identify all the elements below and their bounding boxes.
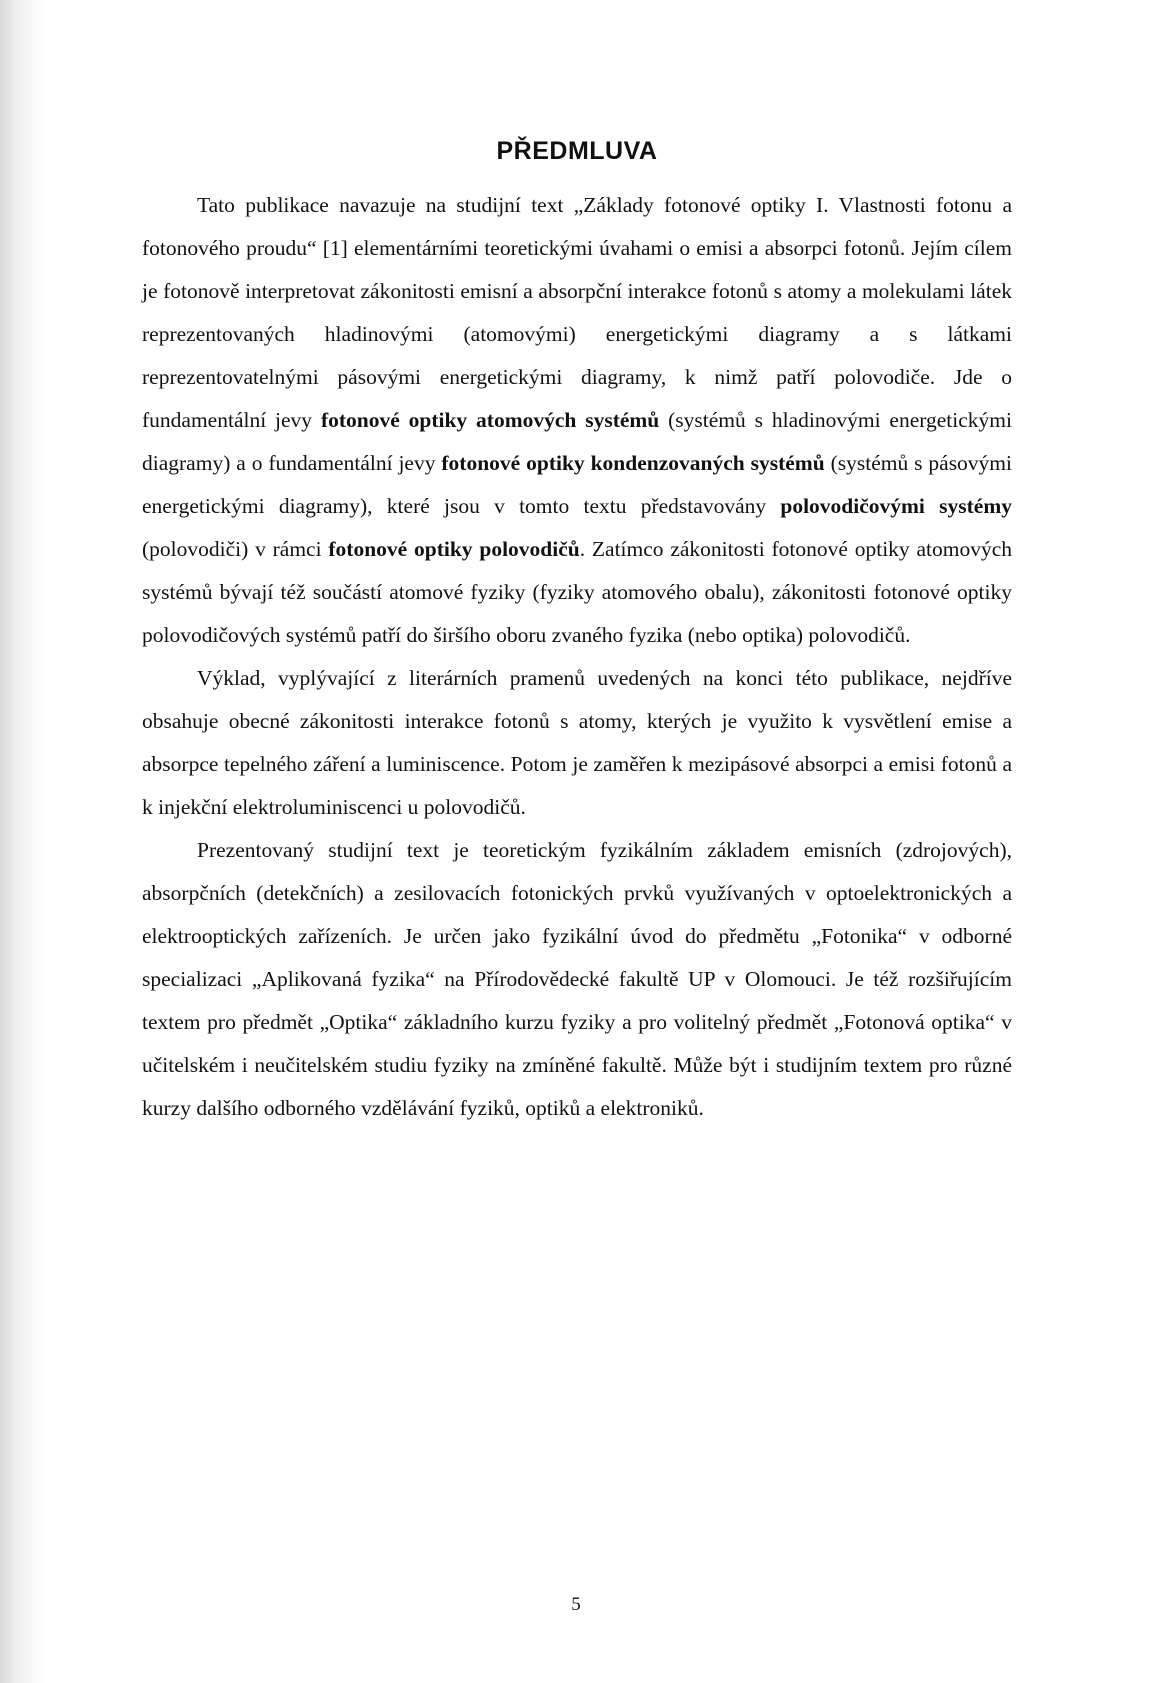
text-run: Prezentovaný studijní text je teoretickým fyzikálním základem emisních (zdrojových), absorpčních (detekčních) a zesilovacích fotonických prvků využívaných v optoelektronických a elektrooptických zařízeních. Je určen jako fyzikální úvod do předmětu „Fotonika“ v odborné specializaci „Aplikovaná fyzika“ na Přírodovědecké fakultě UP v Olomouci. Je též rozšiřujícím textem pro předmět „Optika“ základního kurzu fyziky a pro volitelný předmět „Fotonová optika“ v učitelském i neučitelském studiu fyziky na zmíněné fakultě. Může být i studijním textem pro různé kurzy dalšího odborného vzdělávání fyziků, optiků a elektroniků.	[142, 838, 1012, 1120]
emphasis-run: polovodičovými systémy	[780, 494, 1012, 518]
text-run: . Zatímco zákonitosti fotonové optiky atomových systémů bývají též součástí atomové fyziky (fyziky atomového obalu), zákonitosti fotonové optiky polovodičových systémů patří do širšího oboru zvaného fyzika (nebo optika) polovodičů.	[142, 537, 1013, 647]
text-run: Výklad, vyplývající z literárních pramenů uvedených na konci této publikace, nejdříve obsahuje obecné zákonitosti interakce fotonů s atomy, kterých je využito k vysvětlení emise a absorpce tepelného záření a luminiscence. Potom je zaměřen k mezipásové absorpci a emisi fotonů a k injekční elektroluminiscenci u polovodičů.	[142, 666, 1012, 819]
document-page	[142, 120, 1012, 1130]
text-run: (systémů s pásovými energetickými diagramy), které jsou v tomto textu představovány	[142, 451, 1013, 518]
text-run: (polovodiči) v rámci	[142, 537, 329, 561]
paragraph-1	[142, 184, 1012, 657]
emphasis-run: fotonové optiky kondenzovaných systémů	[441, 451, 825, 475]
scan-shadow-edge	[0, 0, 46, 1683]
emphasis-run: fotonové optiky polovodičů	[328, 537, 580, 561]
paragraph-3	[142, 829, 1012, 1130]
text-run: Tato publikace navazuje na studijní text „Základy fotonové optiky I. Vlastnosti fotonu a fotonového proudu“ [1] elementárními teoretickými úvahami o emisi a absorpci fotonů. Jejím cílem je fotonově interpretovat zákonitosti emisní a absorpční interakce fotonů s atomy a molekulami látek reprezentovaných hladinovými (atomovými) energetickými diagramy a s látkami reprezentovatelnými pásovými energetickými diagramy, k nimž patří polovodiče. Jde o fundamentální jevy	[142, 193, 1012, 432]
emphasis-run: fotonové optiky atomových systémů	[320, 408, 660, 432]
paragraph-2	[142, 657, 1012, 829]
page-title: PŘEDMLUVA	[496, 137, 658, 165]
text-run: (systémů s hladinovými energetickými diagramy) a o fundamentální jevy	[142, 408, 1012, 475]
page-number: 5	[571, 1594, 581, 1615]
